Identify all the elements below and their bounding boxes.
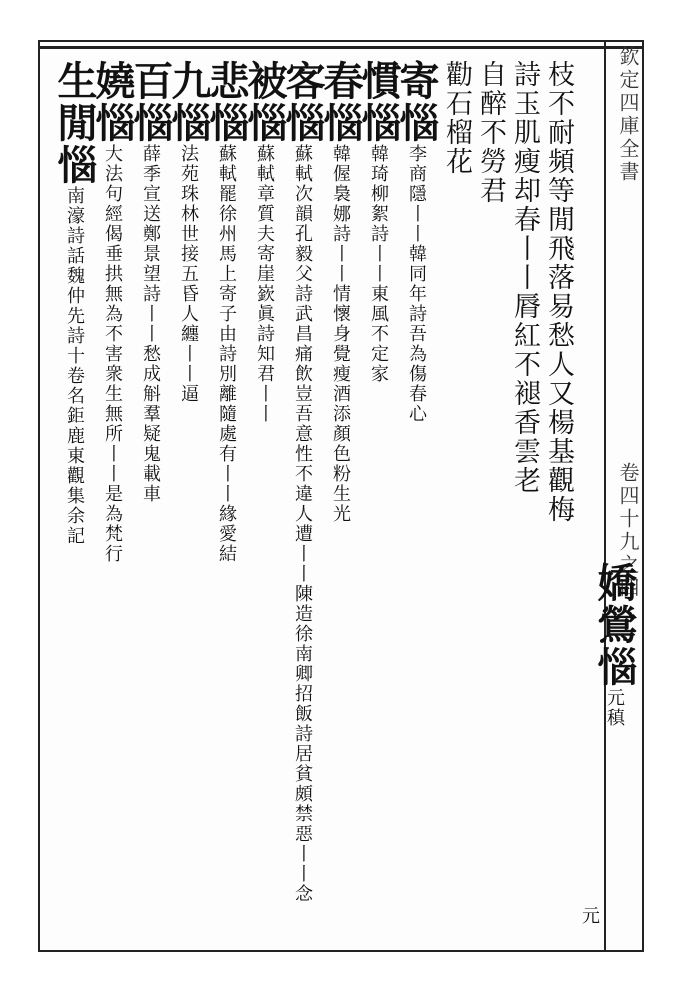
- text-column-2: 詩玉肌瘦却春丨丨脣紅不褪香雲老: [509, 60, 540, 495]
- text-column-3: 自醉不勞君: [475, 60, 506, 205]
- entry-head-9: 嬈惱大法句經偈垂拱無為不害衆生無所丨丨是為梵行: [89, 60, 136, 564]
- text-column-4: 勸石榴花: [441, 60, 472, 176]
- margin-title: 欽定四庫全書: [616, 46, 640, 184]
- top-rule: [40, 46, 642, 49]
- book-page: [38, 40, 644, 952]
- entry-head-8: 百惱薛季宣送鄭景望詩丨丨愁成斛羣疑鬼載車: [127, 60, 174, 504]
- entry-head-6: 悲惱蘇軾罷徐州馬上寄子由詩別離隨處有丨丨緣愛結: [203, 60, 250, 564]
- entry-head-11: 嬌鶯惱元稹: [591, 562, 638, 728]
- margin-rule: [604, 42, 606, 950]
- entry-head-10: 生閒惱南濠詩話魏仲先詩十卷名鉅鹿東觀集余記: [51, 60, 98, 546]
- entry-head-4: 客惱蘇軾次韻孔毅父詩武昌痛飲豈吾意性不違人遭丨丨陳造徐南卿招飯詩居貧頗禁惡丨丨念: [279, 60, 326, 904]
- margin-volume: 卷四十九之四: [616, 462, 640, 600]
- entry-head-2: 慣惱韓琦柳絮詩丨丨東風不定家: [355, 60, 402, 384]
- entry-head-5: 被惱蘇軾章質夫寄崖嶔眞詩知君丨丨: [241, 60, 288, 424]
- text-column-1: 枝不耐頻等閒飛落易愁人又楊基觀梅: [543, 60, 574, 524]
- entry-head-3: 春惱韓偓裊娜詩丨丨情懷身覺瘦酒添顏色粉生光: [317, 60, 364, 524]
- entry-head-1: 寄惱李商隱丨丨韓同年詩吾為傷春心: [393, 60, 440, 424]
- page-number: 元: [582, 906, 600, 927]
- entry-head-7: 九惱法苑珠林世接五昏人纏丨丨逼: [165, 60, 212, 404]
